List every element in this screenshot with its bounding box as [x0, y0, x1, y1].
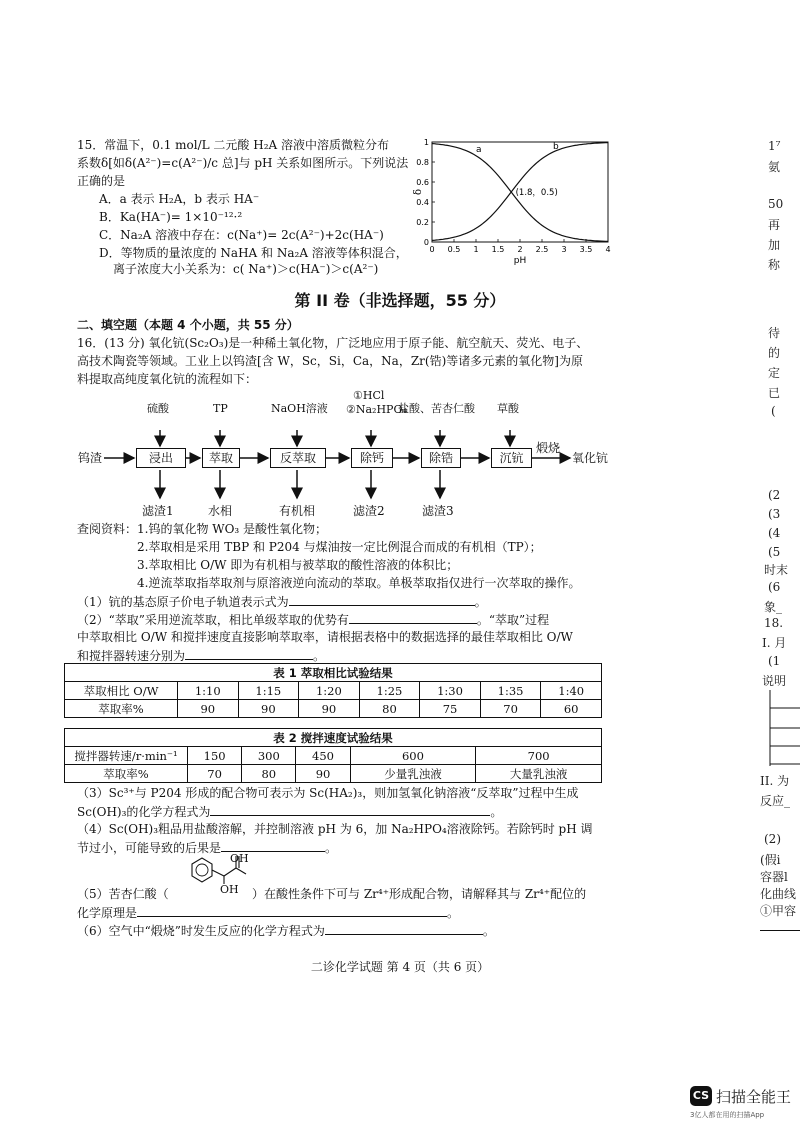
q15-stem-line3: 正确的是: [77, 174, 126, 188]
y-tick-label: 0.6: [416, 178, 429, 187]
edge-text: 的: [768, 346, 781, 360]
note-4: 4.逆流萃取指萃取剂与原溶液逆向流动的萃取。单极萃取指仅进行一次萃取的操作。: [137, 576, 581, 590]
section-heading: 二、填空题（本题 4 个小题，共 55 分）: [77, 318, 299, 332]
sub-q1: [77, 594, 487, 609]
sub-q1-text: （1）钪的基态原子价电子轨道表示式为: [77, 595, 289, 609]
edge-text: (2: [768, 488, 781, 502]
flow-end: 氧化钪: [572, 451, 609, 465]
table1-cell: 1:40: [541, 682, 602, 700]
page-footer: 二诊化学试题 第 4 页（共 6 页）: [310, 960, 490, 974]
flow-start: 钨渣: [78, 451, 103, 465]
sub-q1-blank: [289, 594, 475, 606]
flow-step-strip: 反萃取: [270, 448, 326, 468]
edge-text: (6: [768, 580, 781, 594]
x-tick-label: 3.5: [579, 245, 593, 254]
note-3: 3.萃取相比 O/W 即为有机相与被萃取的酸性溶液的体积比；: [137, 558, 459, 572]
table2-cell: 90: [296, 765, 350, 783]
sub-q1-period: 。: [474, 595, 487, 609]
sub-q5-period: 。: [447, 906, 460, 920]
x-tick-label: 1: [473, 245, 479, 254]
y-tick-label: 0.4: [416, 198, 429, 207]
flow-output-organic: 有机相: [279, 504, 316, 518]
flow-step-precipitate: 沉钪: [491, 448, 532, 468]
sub-q6-blank: [325, 923, 483, 935]
flow-input-naoh: NaOH溶液: [271, 402, 328, 415]
q16-intro-line1: 16．(13 分) 氧化钪(Sc₂O₃)是一种稀土氧化物，广泛地应用于原子能、航空航天、荧光、电子、: [77, 336, 589, 350]
camscanner-logo-icon: CS: [690, 1086, 712, 1106]
edge-text: 已: [768, 386, 781, 400]
table2-cell: 70: [188, 765, 242, 783]
flow-calcine-label: 煅烧: [536, 441, 561, 455]
table1-cell: 75: [420, 700, 481, 718]
sub-q2-text-b: 。“萃取”过程: [476, 613, 550, 627]
table1-cell: 1:20: [299, 682, 360, 700]
edge-text: (5: [768, 545, 781, 559]
q15-option-c: C．Na₂A 溶液中存在：c(Na⁺)= 2c(A²⁻)+2c(HA⁻): [99, 228, 384, 242]
x-tick-label: 2: [517, 245, 523, 254]
edge-text: I. 月: [762, 636, 787, 650]
x-tick-label: 1.5: [491, 245, 505, 254]
q16-intro-line3: 料提取高纯度氧化钪的流程如下：: [77, 372, 258, 386]
intersection-annotation: (1.8，0.5): [515, 188, 558, 198]
y-tick-label: 0: [423, 238, 429, 247]
table1-cell: 1:15: [238, 682, 299, 700]
y-tick-label: 1: [423, 138, 429, 147]
edge-text: 称: [768, 258, 781, 272]
table2: [64, 728, 602, 783]
y-axis-label: δ: [413, 188, 424, 196]
edge-text: (假i: [760, 853, 781, 867]
edge-text: ①甲容: [760, 904, 797, 918]
sub-q2-text-d: 和搅拌器转速分别为: [77, 649, 186, 663]
table2-cell: 150: [188, 747, 242, 765]
table2-row2-label: 萃取率%: [65, 765, 188, 783]
sub-q2-blank1: [349, 612, 477, 624]
sub-q5-blank: [137, 905, 447, 917]
table2-cell: 300: [242, 747, 296, 765]
flow-input-oxalic: 草酸: [497, 402, 519, 415]
distribution-chart: [412, 136, 612, 266]
sub-q4-period: 。: [325, 841, 338, 855]
part2-heading: 第 II 卷（非选择题，55 分）: [294, 291, 506, 310]
edge-text: 50: [768, 197, 784, 211]
edge-line: [760, 930, 800, 931]
edge-text: 18.: [764, 616, 784, 630]
table2-cell: 少量乳浊液: [350, 765, 476, 783]
table1: [64, 663, 602, 718]
edge-text: II. 为: [760, 774, 790, 788]
sub-q2-line3: [77, 648, 325, 663]
sub-q2-period: 。: [313, 649, 326, 663]
flow-step-extract: 萃取: [202, 448, 240, 468]
q15-option-d-line1: D．等物质的量浓度的 NaHA 和 Na₂A 溶液等体积混合，: [99, 246, 408, 260]
edge-text: 化曲线: [760, 887, 797, 901]
sub-q2-line2: 中萃取相比 O/W 和搅拌速度直接影响萃取率，请根据表格中的数据选择的最佳萃取相比 O/W: [77, 630, 573, 644]
sub-q5-line1a: （5）苦杏仁酸（: [77, 887, 169, 901]
q15-option-d-line2: 离子浓度大小关系为：c( Na⁺)＞c(HA⁻)＞c(A²⁻): [113, 262, 379, 276]
edge-text: (1: [768, 654, 781, 668]
x-tick-label: 2.5: [535, 245, 549, 254]
table1-cell: 90: [238, 700, 299, 718]
edge-text: 象_: [764, 600, 783, 614]
note-2: 2.萃取相是采用 TBP 和 P204 与煤油按一定比例混合而成的有机相（TP）；: [137, 540, 542, 554]
x-axis-label: pH: [513, 256, 527, 266]
sub-q5-text: 化学原理是: [77, 906, 138, 920]
edge-text: 1⁷: [768, 139, 781, 153]
edge-text: (3: [768, 507, 781, 521]
edge-text: (4: [768, 526, 781, 540]
table1-cell: 90: [299, 700, 360, 718]
flow-output-residue3: 滤渣3: [422, 504, 454, 518]
sub-q3-line2: [77, 804, 502, 819]
sub-q3-blank: [210, 804, 490, 816]
table1-row2-label: 萃取率%: [65, 700, 178, 718]
sub-q5-line2: [77, 905, 459, 920]
sub-q3-period: 。: [490, 805, 503, 819]
watermark-tagline: 3亿人都在用的扫描App: [690, 1111, 765, 1119]
edge-table-fragment: [758, 688, 800, 768]
q16-intro-line2: 高技术陶瓷等领域。工业上以钨渣[含 W，Sc，Si，Ca，Na，Zr(锆)等诸多元素的氧化物]为原: [77, 354, 583, 368]
flow-output-residue1: 滤渣1: [142, 504, 174, 518]
sub-q3-text: Sc(OH)₃的化学方程式为: [77, 805, 211, 819]
table1-title: 表 1 萃取相比试验结果: [65, 664, 602, 682]
edge-text: 说明: [762, 674, 787, 688]
sub-q2-blank2: [185, 648, 313, 660]
flow-step-leach: 浸出: [136, 448, 186, 468]
sub-q6-text: （6）空气中“煅烧”时发生反应的化学方程式为: [77, 924, 325, 938]
table1-cell: 60: [541, 700, 602, 718]
table2-cell: 600: [350, 747, 476, 765]
flow-output-residue2: 滤渣2: [353, 504, 385, 518]
sub-q4-line1: （4）Sc(OH)₃粗品用盐酸溶解，并控制溶液 pH 为 6，加 Na₂HPO₄溶液除钙。若除钙时 pH 调: [77, 822, 593, 836]
edge-text: (: [771, 404, 776, 418]
sub-q2-text: （2）“萃取”采用逆流萃取，相比单级萃取的优势有: [77, 613, 349, 627]
flow-output-aqueous: 水相: [208, 504, 233, 518]
y-tick-label: 0.2: [416, 218, 429, 227]
edge-text: 定: [768, 366, 781, 380]
flow-input-sulfuric: 硫酸: [147, 402, 169, 415]
sub-q6: [77, 923, 495, 938]
x-tick-label: 0: [429, 245, 435, 254]
q15-stem-line1: 15．常温下，0.1 mol/L 二元酸 H₂A 溶液中溶质微粒分布: [77, 138, 390, 152]
edge-text: 容器l: [760, 870, 788, 884]
table1-cell: 1:25: [359, 682, 420, 700]
table1-cell: 70: [480, 700, 541, 718]
table1-cell: 1:30: [420, 682, 481, 700]
table2-cell: 450: [296, 747, 350, 765]
table1-row1-label: 萃取相比 O/W: [65, 682, 178, 700]
sub-q3-line1: （3）Sc³⁺与 P204 形成的配合物可表示为 Sc(HA₂)₃，则加氢氧化钠溶液“反萃取”过程中生成: [77, 786, 579, 800]
sub-q5-line1b: ）在酸性条件下可与 Zr⁴⁺形成配合物，请解释其与 Zr⁴⁺配位的: [252, 887, 587, 901]
table2-title: 表 2 搅拌速度试验结果: [65, 729, 602, 747]
flow-input-hcl-mandelic: 盐酸、苦杏仁酸: [398, 402, 475, 415]
table1-cell: 1:35: [480, 682, 541, 700]
edge-text: 再: [768, 218, 781, 232]
q15-stem-line2: 系数δ[如δ(A²⁻)=c(A²⁻)/c 总]与 pH 关系如图所示。下列说法: [77, 156, 409, 170]
note-1: 查阅资料：1.钨的氧化物 WO₃ 是酸性氧化物；: [77, 522, 328, 536]
mandelic-cooh-label: OH: [230, 852, 249, 865]
y-tick-label: 0.8: [416, 158, 429, 167]
edge-text: 反应_: [760, 794, 791, 808]
x-tick-label: 4: [605, 245, 611, 254]
table2-cell: 大量乳浊液: [476, 765, 602, 783]
x-tick-label: 3: [561, 245, 567, 254]
table2-row1-label: 搅拌器转速/r·min⁻¹: [65, 747, 188, 765]
series-a-label: a: [476, 145, 482, 155]
table1-cell: 1:10: [178, 682, 239, 700]
x-tick-label: 0.5: [447, 245, 461, 254]
edge-text: (2): [764, 832, 781, 846]
edge-text: 待: [768, 326, 781, 340]
flow-step-decalcium: 除钙: [351, 448, 393, 468]
q15-option-a: A．a 表示 H₂A，b 表示 HA⁻: [99, 192, 260, 206]
edge-text: 时末: [764, 563, 789, 577]
watermark-brand: 扫描全能王: [716, 1088, 792, 1106]
sub-q4-text: 节过小，可能导致的后果是: [77, 841, 222, 855]
mandelic-oh-label: OH: [220, 883, 239, 896]
table1-cell: 80: [359, 700, 420, 718]
series-b-label: b: [553, 142, 559, 152]
q15-option-b: B．Ka(HA⁻)= 1×10⁻¹²·²: [99, 210, 243, 224]
flow-input-tp: TP: [213, 402, 228, 415]
edge-text: 氨: [768, 160, 781, 174]
sub-q2-line1: [77, 612, 549, 627]
table2-cell: 80: [242, 765, 296, 783]
table1-cell: 90: [178, 700, 239, 718]
sub-q6-period: 。: [482, 924, 495, 938]
flow-input-na2hpo4: ②Na₂HPO₄: [346, 403, 407, 416]
flow-step-dezirconium: 除锆: [421, 448, 461, 468]
edge-text: 加: [768, 238, 781, 252]
flow-input-hcl: ①HCl: [353, 389, 385, 402]
table2-cell: 700: [476, 747, 602, 765]
